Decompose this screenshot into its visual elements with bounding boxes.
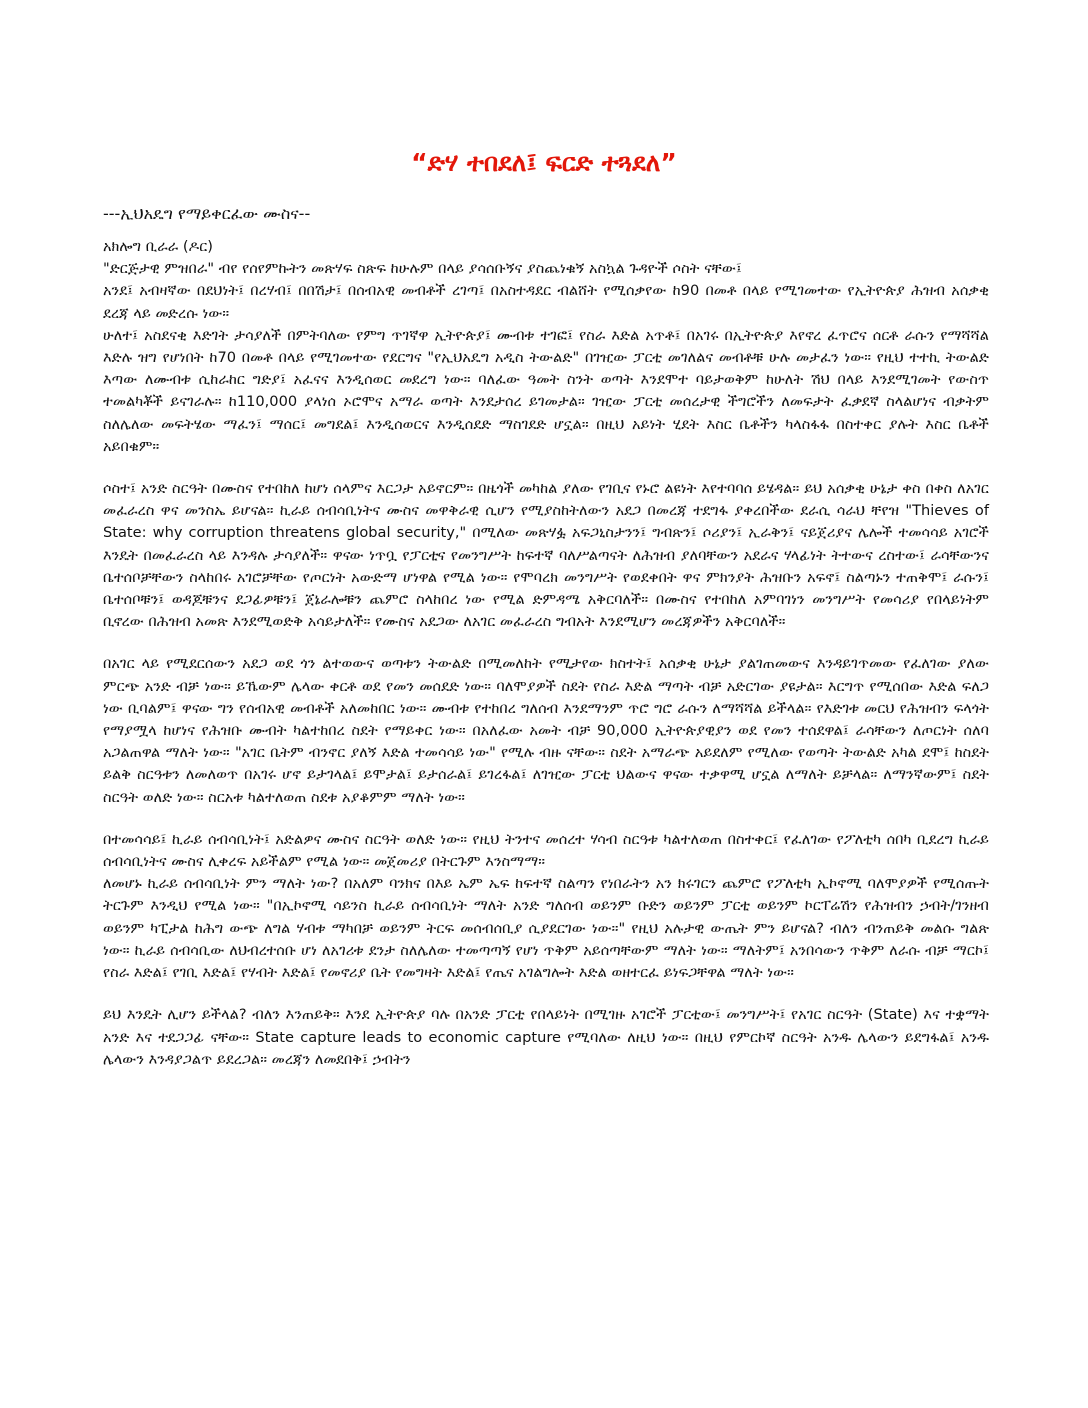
paragraph: ሁለተ፤ አስደናቂ እድገት ታሳያለች በምትባለው የምግ ጥገኛዋ ኢትዮጵያ፤ ሙብቱ ተገፎ፤ የስራ እድል አጥቶ፤ በአገሩ በኢትዮጵያ እየኖረ ፈጥሮና ሰርቶ ራሱን የማሻሻል እድሉ ዝግ የሆነበት ከ70 በመቶ በላይ የሚገመተው የደርግና "የኢህአዴግ አዲስ ትውልድ" በገዢው ፓርቲ መገለልና መብቶቹ ሁሉ መታፈን ነው። የዚህ ተተኪ ትውልድ እጣው ለሙብቱ ሲከራከር ግድያ፤ አፈናና እንዲሰወር መደረግ ነው። ባለፈው ዓመት ስንት ወጣት እንደሞተ ባይታወቅም ከሁለት ሽህ በላይ እንደሚገመት የውስጥ ተመልካቾች ይናገራሉ። ከ110,000 ያላነሰ ኦሮሞና አማራ ወጣት እንደታሰረ ይገመታል። ገዢው ፓርቲ መሰረታዊ ችግሮችን ለመፍታት ፈቃደኛ ስላልሆነና ብቃትም ስለሌለው መፍትሄው ማፈን፤ ማሰር፤ መግደል፤ እንዲሰወርና እንዲሰደድ ማስገደድ ሆኗል። በዚህ አይነት ሂደት እስር ቤቶችን ካላስፋፋ በስተቀር ያሉት እስር ቤቶች አይበቁም።: [103, 326, 989, 455]
paragraph: በተመሳሳይ፤ ኪራይ ሰብሳቢነት፤ አድልዎና ሙስና ስርዓት ወለድ ነው። የዚህ ትንተና መሰረተ ሃሳብ ስርዓቱ ካልተለወጠ በስተቀር፤ የፈለገው የፖለቲካ ሰበካ ቢደረግ ኪራይ ሰብሳቢነትና ሙስና ሊቀረፍ አይችልም የሚል ነው። መጀመሪያ በትርጉም እንስማማ።: [103, 830, 989, 871]
paragraph-gap: [103, 984, 989, 1004]
paragraph: "ድርጅታዊ ምዝበራ" ብየ የሰየምኩትን መጽሃፍ ስጽፍ ከሁሉም በላይ ያሳሰቡኝና ያስጨነቁኝ አስኳል ጉዳዮች ሶስት ናቸው፤: [103, 260, 742, 278]
article-body: [103, 236, 989, 1071]
page-title: “ድሃ ተበደለ፤ ፍርድ ተጓደለ”: [411, 148, 677, 177]
paragraph-gap: [103, 458, 989, 478]
paragraph: በአገር ላይ የሚደርሰውን አደጋ ወደ ጎን ልተወውና ወጣቱን ትውልድ በሚመለከት የሚታየው ክስተት፤ አሰቃቂ ሁኔታ ያልገጠመውና እንዳይገጥመው የፈለገው ያለው ምርጭ አንድ ብቻ ነው። ይኼውም ሌላው ቀርቶ ወደ የመን መሰደድ ነው። ባለሞያዎች ስደት የስራ እድል ማጣት ብቻ አድርገው ያዩታል። እርግጥ የሚሰበው እድል ፍለጋ ነው ቢባልም፤ ዋናው ግን የሰብአዊ መብቶች አለመከበር ነው። ሙብቱ የተከበረ ግለሰብ እንደማንም ጥሮ ግሮ ራሱን ለማሻሻል ይችላል። የእድገቱ መርህ የሕዝብን ፍላጎት የማያሟላ ከሆነና የሕዝቡ ሙብት ካልተከበረ ስደት የማይቀር ነው። በአለፈው አመት ብቻ 90,000 ኢትዮጵያዊያን ወደ የመን ተሰደዋል፤ ራሳቸውን ለጦርነት ሰለባ አጋልጠዋል ማለት ነው። "አገር ቤትም ብንኖር ያለኝ እድል ተመሳሳይ ነው" የሚሉ ብዙ ናቸው። ስደት አማራጭ አይደለም የሚለው የወጣት ትውልድ አካል ደሞ፤ ከስደት ይልቅ ስርዓቱን ለመለወጥ በአገሩ ሆኖ ይታገላል፤ ይሞታል፤ ይታሰራል፤ ይገረፋል፤ ለገዢው ፓርቲ ህልውና ዋናው ተቃዋሚ ሆኗል ለማለት ይቻላል። ለማንኛውም፤ ስደት ስርዓት ወለድ ነው። ስርአቱ ካልተለወጠ ስደቱ አያቆምም ማለት ነው።: [103, 655, 989, 806]
byline: ---ኢህአዴግ የማይቀርፈው ሙስና--: [103, 204, 311, 223]
author-line: አክሎግ ቢራራ (ዶር): [103, 238, 213, 255]
paragraph: ለመሆኑ ኪራይ ሰብሳቢነት ምን ማለት ነው? በአለም ባንክና በእይ ኤም ኤፍ ከፍተኛ ስልጣን የነበራትን አን ክሩገርን ጨምሮ የፖለቲካ ኢኮኖሚ ባለሞያዎች የሚሰጡት ትርጉም እንዲህ የሚል ነው። "በኢኮኖሚ ሳይንስ ኪራይ ሰብሳቢነት ማለት አንድ ግለሰብ ወይንም ቡድን ወይንም ፓርቲ ወይንም ኮርፐሬሽን የሕዝብን ኃብት/ገንዘብ ወይንም ካፒታል ከሕግ ውጭ ለግል ሃብቱ ማካበቻ ወይንም ትርፍ መሰብሰቢያ ሲያደርገው ነው።" የዚህ አሉታዊ ውጤት ምን ይሆናል? ብለን ብንጠይቅ መልሱ ግልጽ ነው። ኪራይ ሰብሳቢው ለህብረተሰቡ ሆነ ለአገሪቱ ደንታ ስለሌለው ተመጣጣኝ የሆነ ጥቅም አይሰጣቸውም ማለት ነው። ማለትም፤ አንበሳውን ጥቅም ለራሱ ብቻ ማርኮ፤ የስራ እድል፤ የገቢ እድል፤ የሃብት እድል፤ የመኖሪያ ቤት የመግዛት እድል፤ የጤና አገልግሎት እድል ወዘተርፈ ይነፍጋቸዋል ማለት ነው።: [103, 875, 989, 982]
paragraph: ሶስተ፤ አንድ ስርዓት በሙስና የተበከለ ከሆነ ሰላምና እርጋታ አይኖርም። በዜጎች መካከል ያለው የገቢና የኑሮ ልዩነት እየተባባሰ ይሄዳል። ይህ አሰቃቂ ሁኔታ ቀስ በቀስ ለአገር መፈራረስ ዋና መንስኤ ይሆናል። ኪራይ ሰብሳቢነትና ሙስና መዋቅራዊ ሲሆን የሚያስከትለውን አደጋ በመረጃ ተደግፋ ያቀረበችው ደራሲ ሳራህ ቸየዝ "Thieves of State: why corruption threatens global security," በሚለው መጽሃፏ አፍጋኒስታንን፤ ግብጽን፤ ሶሪያን፤ ኢራቅን፤ ናይጀሪያና ሌሎች ተመሳሳይ አገሮች እንዴት በመፈራረስ ላይ እንዳሉ ታሳያለች። ዋናው ነጥቧ የፓርቲና የመንግሥት ከፍተኛ ባለሥልጣናት ለሕዝብ ያለባቸውን አደራና ሃላፊነት ትተውና ረስተው፤ ራሳቸውንና ቤተሰቦቻቸውን ስላከበሩ አገሮቻቸው የጦርነት አውድማ ሆነዋል የሚል ነው። የሞባረክ መንግሥት የወደቀበት ዋና ምክንያት ሕዝቡን አፍኖ፤ ስልጣኑን ተጠቅሞ፤ ራሱን፤ ቤተሰቦቹን፤ ወዳጆቹንና ደጋፊዎቹን፤ ጀኔራሎቹን ጨምሮ ስላከበረ ነው የሚል ድምዳሜ አቅርባለች። በሙስና የተበከለ አምባገነን መንግሥት የመሳሪያ የበላይነትም ቢኖረው በሕዝብ አመጽ እንደሚወድቅ አሳይታለች። የሙስና አደጋው ለአገር መፈራረስ ግብአት እንደሚሆን መረጃዎችን አቅርባለች።: [103, 480, 989, 631]
paragraph-gap: [103, 633, 989, 653]
paragraph: አንደ፤ አብዛኛው በደህነት፤ በረሃብ፤ በበሽታ፤ በሰብአዊ መብቶች ረገጣ፤ በአስተዳደር ብልሸት የሚሰቃየው ከ90 በመቶ በላይ የሚገመተው የኢትዮጵያ ሕዝብ አሰቃቂ ደረጃ ላይ መድረሱ ነው።: [103, 282, 989, 322]
paragraph: ይህ እንዴት ሊሆን ይችላል? ብለን እንጠይቅ። እንደ ኢትዮጵያ ባሉ በአንድ ፓርቲ የበላይነት በሚገዙ አገሮች ፓርቲው፤ መንግሥት፤ የአገር ስርዓት (State) እና ተቋማት አንድ እና ተደጋጋፊ ናቸው። State capture leads to economic capture የሚባለው ለዚህ ነው። በዚህ የምርኮኛ ስርዓት አንዱ ሌላውን ይደግፋል፤ አንዱ ሌላውን እንዳያጋልጥ ይደረጋል። መረጃን ለመደበቅ፤ ኃብትን: [103, 1006, 989, 1068]
paragraph-gap: [103, 809, 989, 829]
